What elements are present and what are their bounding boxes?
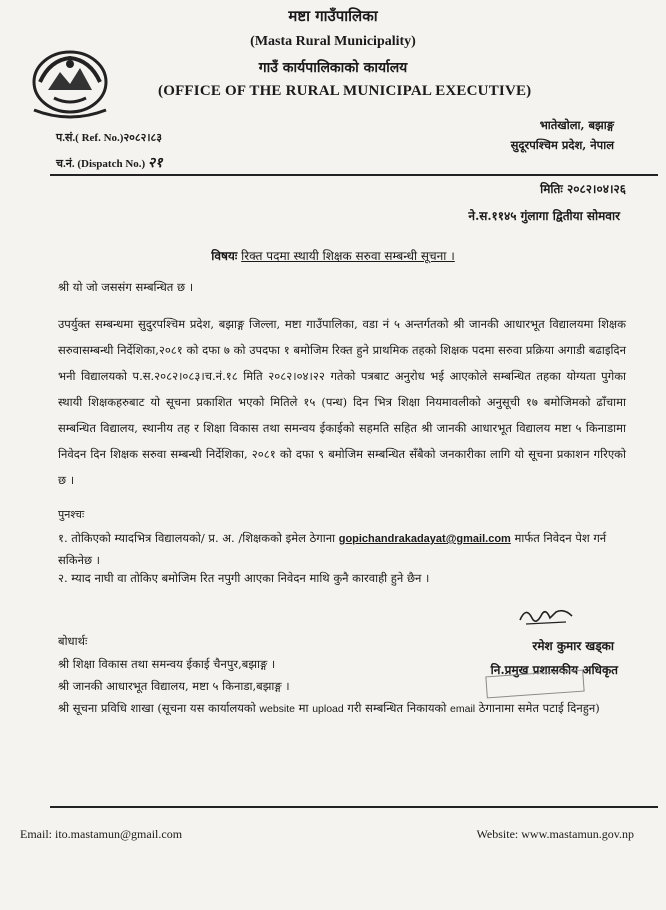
cc-item-3 (58, 698, 638, 720)
cc3-email: email (450, 703, 476, 715)
postscript-item-2: २. म्याद नाघी वा तोकिए बमोजिम रित नपुगी आएका निवेदन माथि कुनै कारवाही हुने छैन । (58, 571, 430, 585)
office-title-nepali: मष्टा गाउँपालिका (288, 7, 378, 25)
ref-label: प.सं.( Ref. No.) (56, 132, 124, 144)
postscript-item-1 (58, 528, 626, 571)
dispatch-number (56, 153, 162, 172)
cc3-website: website (259, 703, 296, 715)
cc-item-2: श्री जानकी आधारभूत विद्यालय, मष्टा ५ किनाडा,बझाङ्ग । (58, 679, 290, 693)
municipality-emblem-icon (26, 40, 114, 120)
footer-email[interactable]: Email: ito.mastamun@gmail.com (20, 827, 183, 841)
subject-label: विषयः (211, 249, 238, 263)
office-subtitle-english: (OFFICE OF THE RURAL MUNICIPAL EXECUTIVE) (158, 83, 532, 99)
application-email-link[interactable]: gopichandrakadayat@gmail.com (338, 533, 511, 545)
notice-body: उपर्युक्त सम्बन्धमा सुदुरपश्चिम प्रदेश, बझाङ्ग जिल्ला, मष्टा गाउँपालिका, वडा नं ५ अन्तर्गतको श्री जानकी आधारभूत विद्यालयमा शिक्षक सरुवासम्बन्धी निर्देशिका,२०८१ को दफा ७ को उपदफा १ बमोजिम रिक्त हुने प्राथमिक तहको शिक्षक पदमा सरुवा प्रक्रिया अगाडी बढाइदिन भनी विद्यालयको प.स.२०८२।०८३।च.नं.१८ मिति २०८२।०४।२२ गतेको पत्रबाट अनुरोध भई आएकोले सम्बन्धित तहका योग्यता पुगेका स्थायी शिक्षकहरुबाट यो सूचना प्रकाशित भएको मितिले १५ (पन्ध) दिन भित्र शिक्षा नियमावलीको अनुसूची १७ बमोजिमको ढाँचामा सम्बन्धित विद्यालय, स्थानीय तह र शिक्षा विकास तथा समन्वय ईकाईको सहमति सहित श्री जानकी आधारभूत विद्यालय मष्टा ५ किनाडामा निवेदन दिन शिक्षक सरुवा सम्बन्धी निर्देशिका, २०८१ को दफा ९ बमोजिम सम्बन्धित सँबैको जनकारीका लागि यो सूचना प्रकाशन गरिएको छ । (58, 317, 626, 487)
cc3-text-4: ठेगानामा समेत पटाई दिनहुन) (478, 701, 600, 715)
dispatch-label: च.नं. (Dispatch No.) (56, 158, 146, 170)
cc-item-1: श्री शिक्षा विकास तथा समन्वय ईकाई चैनपुर,बझाङ्ग । (58, 657, 276, 671)
greeting: श्री यो जो जससंग सम्बन्धित छ । (58, 280, 194, 294)
subject-text: रिक्त पदमा स्थायी शिक्षक सरुवा सम्बन्धी सूचना । (241, 249, 455, 263)
date-line: मितिः २०८२।०४।२६ (540, 182, 626, 196)
reference-number (56, 130, 162, 145)
signatory-title: नि.प्रमुख प्रशासकीय अधिकृत (490, 663, 618, 677)
cc3-text-3: गरी सम्बन्धित निकायको (347, 701, 447, 715)
address-line-1: भातेखोला, बझाङ्ग (539, 118, 614, 132)
signature-scribble-icon (516, 604, 576, 630)
cc3-upload: upload (312, 703, 344, 715)
note1-text-after: मार्फत निवेदन पेश गर्न सकिनेछ । (58, 531, 607, 567)
nepal-samvat-date: ने.स.११४५ गुंलागा द्वितीया सोमवार (468, 209, 620, 223)
signatory-name: रमेश कुमार खड्का (532, 639, 614, 653)
cc3-text-1: श्री सूचना प्रविधि शाखा (सूचना यस कार्यालयको (58, 701, 256, 715)
header-divider (50, 174, 658, 176)
ref-value: २०८२।८३ (123, 132, 162, 144)
office-subtitle-nepali: गाउँ कार्यपालिकाको कार्यालय (258, 60, 408, 76)
postscript-heading: पुनश्चः (58, 508, 85, 521)
office-title-english: (Masta Rural Municipality) (250, 34, 416, 49)
cc3-text-2: मा (298, 701, 309, 715)
address-line-2: सुदूरपश्चिम प्रदेश, नेपाल (510, 138, 614, 152)
dispatch-value: २१ (147, 156, 163, 171)
subject-line (0, 247, 666, 264)
cc-heading: बोधार्थः (58, 634, 88, 648)
note1-text-before: १. तोकिएको म्यादभित्र विद्यालयको/ प्र. अ. /शिक्षकको इमेल ठेगाना (58, 531, 336, 545)
footer-website[interactable]: Website: www.mastamun.gov.np (476, 827, 634, 841)
footer-divider (50, 806, 658, 808)
